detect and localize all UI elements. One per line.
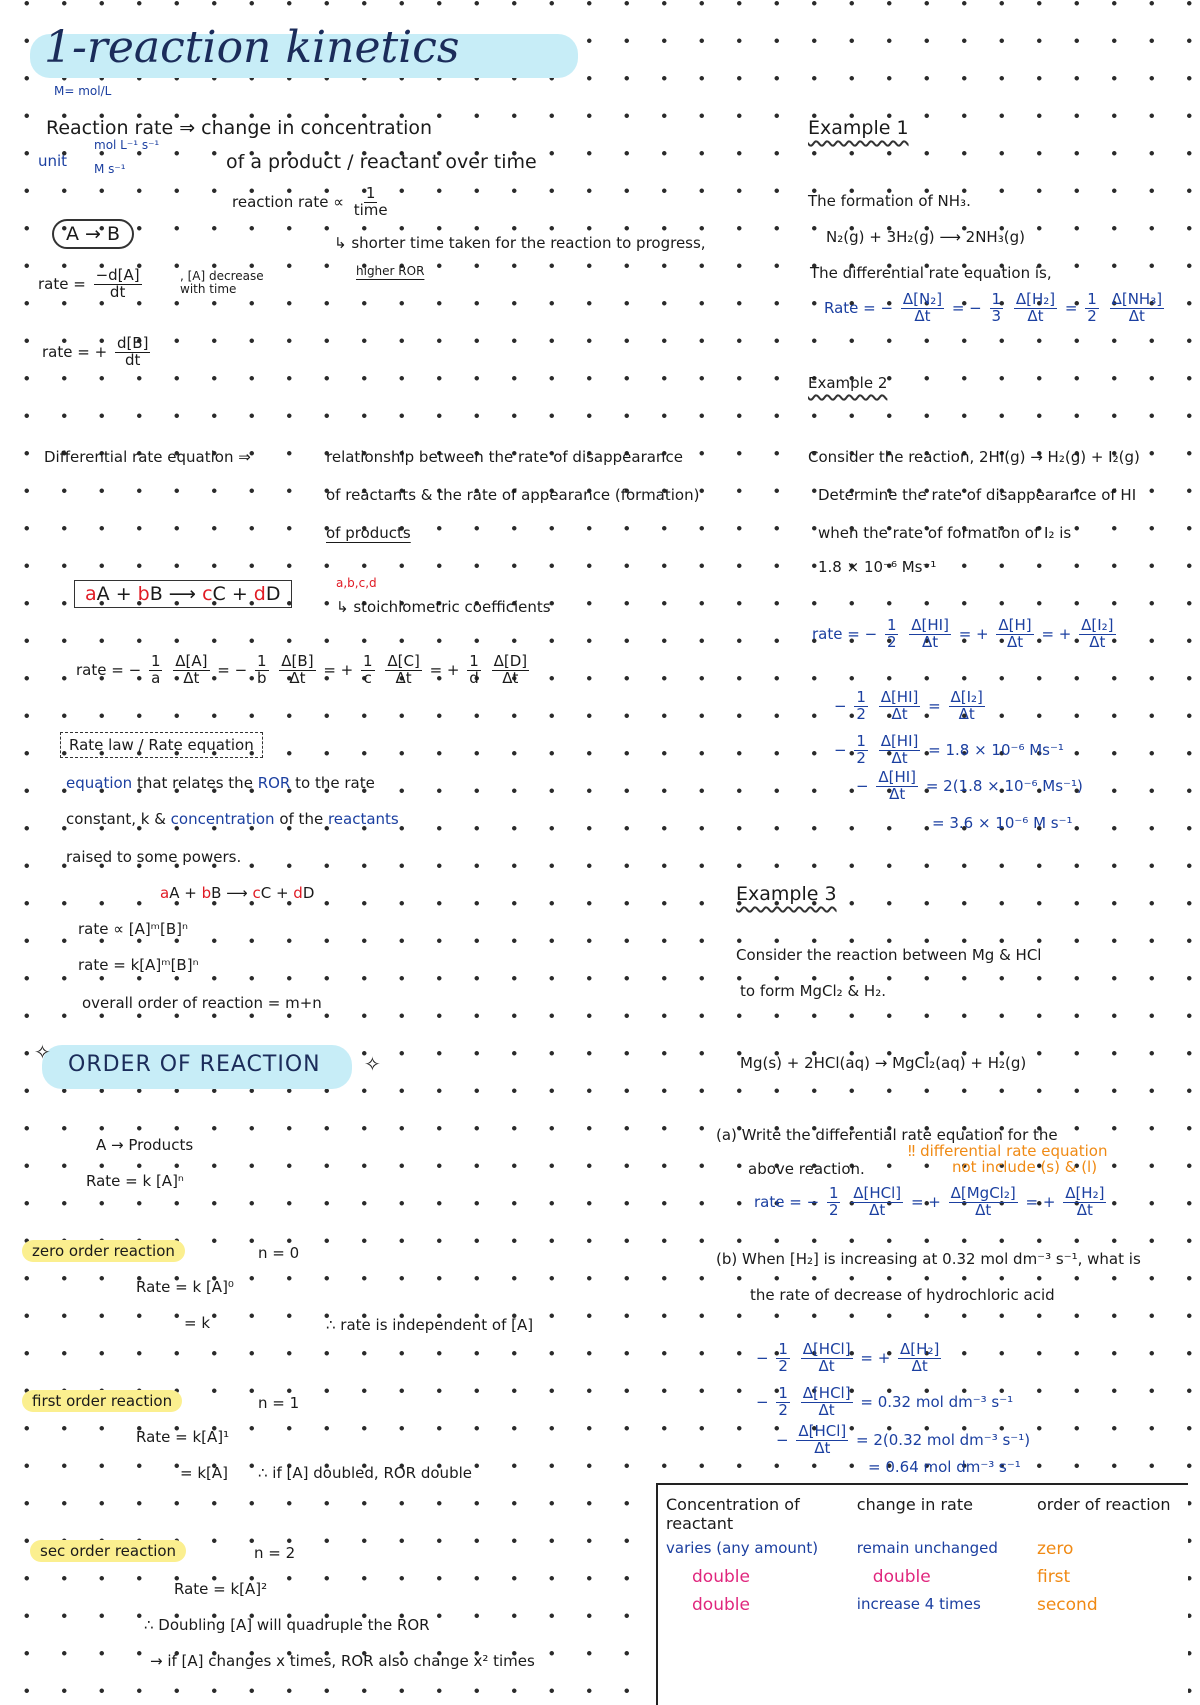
example3-line2: to form MgCl₂ & H₂. [740, 982, 886, 1000]
general-order-eq: A → Products [96, 1136, 194, 1154]
warning-icon: ‼ [908, 1142, 916, 1160]
table-header: change in rate [856, 1495, 973, 1514]
table-header: Concentration of reactant [666, 1495, 800, 1533]
coef-letters: a,b,c,d [336, 576, 377, 590]
example3-question-b: (b) When [H₂] is increasing at 0.32 mol dm⁻³ s⁻¹, what is [716, 1250, 1141, 1268]
diff-line2: of reactants & the rate of appearance (formation) [326, 486, 700, 504]
example3-work1: − $\frac{1}{2}$ $\frac{\text{Δ[HCl]}}{\Delta t}$ = + $\frac{\text{Δ[H₂]}}{\Delta t}$ [756, 1340, 940, 1375]
unit-note: M= mol/L [54, 84, 112, 98]
rate-law-box: Rate law / Rate equation [60, 736, 263, 754]
example2-rate: rate = − $\frac{1}{2}$ $\frac{\Delta[HI]}{\Delta t}$ = + $\frac{\Delta[H]}{\Delta t}$ = + $\frac{\text{Δ[I₂]}}{\Delta t}$ [812, 616, 1114, 651]
second-order-rate1: Rate = k[A]² [174, 1580, 268, 1598]
example3-question-b2: the rate of decrease of hydrochloric acid [750, 1286, 1055, 1304]
differential-rate-label: Differential rate equation ⇒ [44, 448, 251, 466]
example1-title: Example 1 [808, 117, 909, 139]
rate-a-expression: rate = $\frac{-d[A]}{dt}$ [38, 266, 140, 301]
rate-law-line1: equation that relates the ROR to the rate [66, 774, 375, 792]
first-order-note: ∴ if [A] doubled, ROR double [258, 1464, 472, 1482]
first-order-label: first order reaction [22, 1392, 182, 1410]
example1-equation: N₂(g) + 3H₂(g) ⟶ 2NH₃(g) [826, 228, 1025, 246]
table-row [658, 1563, 1188, 1591]
page-title: 1-reaction kinetics [44, 22, 460, 73]
table-cell: double [692, 1595, 750, 1615]
overall-order: overall order of reaction = m+n [82, 994, 322, 1012]
reaction-rate-label: Reaction rate ⇒ change in concentration [46, 117, 433, 139]
table-header-row [658, 1485, 1188, 1535]
rate-a-note: , [A] decrease with time [180, 269, 264, 297]
example2-work3: − $\frac{\Delta[HI]}{\Delta t}$ = 2(1.8 × 10⁻⁶ Ms⁻¹) [856, 768, 1083, 803]
rate-law-equation: aA + bB ⟶ cC + dD [160, 884, 315, 902]
general-order-rate: Rate = k [A]ⁿ [86, 1172, 184, 1190]
first-order-rate2: = k[A] [180, 1464, 228, 1482]
example3-note: ‼ differential rate equation not include (s) & (l) [908, 1142, 1108, 1176]
example2-work2: − $\frac{1}{2}$ $\frac{\Delta[HI]}{\Delta t}$ = 1.8 × 10⁻⁶ Ms⁻¹ [834, 732, 1064, 767]
reaction-a-to-b: A → B [52, 224, 134, 246]
table-row [658, 1591, 1188, 1619]
rate-proportional-law: rate ∝ [A]ᵐ[B]ⁿ [78, 920, 189, 938]
summary-table [658, 1485, 1188, 1619]
rate-law-expression: rate = k[A]ᵐ[B]ⁿ [78, 956, 199, 974]
rate-definition-line2: of a product / reactant over time [226, 151, 537, 173]
table-cell: remain unchanged [856, 1539, 998, 1557]
example2-line1: Consider the reaction, 2HI(g) → H₂(g) + I₂(g) [808, 448, 1140, 466]
second-order-note2: → if [A] changes x times, ROR also change x² times [150, 1652, 535, 1670]
rate-law-line3: raised to some powers. [66, 848, 242, 866]
shorter-time-note: ↳ shorter time taken for the reaction to progress, [334, 234, 706, 252]
zero-order-rate2: = k [184, 1314, 211, 1332]
example2-line4: 1.8 × 10⁻⁶ Ms⁻¹ [818, 558, 937, 576]
first-order-rate1: Rate = k[A]¹ [136, 1428, 230, 1446]
unit-block: unit mol L⁻¹ s⁻¹ M s⁻¹ [38, 138, 160, 176]
second-order-n: n = 2 [254, 1544, 296, 1562]
example3-work3: − $\frac{\text{Δ[HCl]}}{\Delta t}$ = 2(0.32 mol dm⁻³ s⁻¹) [776, 1422, 1031, 1457]
example3-question-a: (a) Write the differential rate equation for the [716, 1126, 1058, 1144]
table-cell: varies (any amount) [666, 1539, 819, 1557]
rate-law-line2: constant, k & concentration of the reactants [66, 810, 399, 828]
example3-line1: Consider the reaction between Mg & HCl [736, 946, 1042, 964]
rate-b-expression: rate = + $\frac{d[B]}{dt}$ [42, 334, 149, 369]
example3-title: Example 3 [736, 883, 837, 905]
example3-question-a2: above reaction. [748, 1160, 865, 1178]
example1-rate: Rate = − $\frac{\text{Δ[N₂]}}{\Delta t}$ = − $\frac{1}{3}$ $\frac{\text{Δ[H₂]}}{\Delta t}$ = $\frac{1}{2}$ $\frac{\text{Δ[NH₃]}}{\Delta t}$ [824, 290, 1163, 325]
higher-ror-note: higher ROR [356, 264, 425, 278]
summary-table-box [656, 1483, 1188, 1705]
rate-definition-line1: change in concentration [201, 117, 433, 139]
rate-proportional: reaction rate ∝ $\frac{1}{\text{time}}$ [232, 184, 388, 219]
zero-order-note: ∴ rate is independent of [A] [326, 1316, 534, 1334]
table-cell: increase 4 times [856, 1595, 981, 1613]
sparkle-left-icon: ✧ [34, 1040, 51, 1064]
order-heading: ORDER OF REACTION [68, 1052, 321, 1077]
example1-line1: The formation of NH₃. [808, 192, 971, 210]
first-order-n: n = 1 [258, 1394, 300, 1412]
example3-rate: rate = − $\frac{1}{2}$ $\frac{\text{Δ[HCl]}}{\Delta t}$ = + $\frac{\text{Δ[MgCl₂]}}{\Delta t}$ = + $\frac{\text{Δ[H₂]}}{\Delta t}$ [754, 1184, 1105, 1219]
example3-answer: = 0.64 mol dm⁻³ s⁻¹ [868, 1458, 1021, 1476]
example2-answer: = 3.6 × 10⁻⁶ M s⁻¹ [932, 814, 1073, 832]
zero-order-n: n = 0 [258, 1244, 300, 1262]
table-cell: second [1036, 1595, 1098, 1615]
zero-order-label: zero order reaction [22, 1242, 185, 1260]
example1-line2: The differential rate equation is, [810, 264, 1052, 282]
table-cell: zero [1036, 1539, 1074, 1559]
example2-line2: Determine the rate of disappearance of HI [818, 486, 1137, 504]
table-cell: double [692, 1567, 750, 1587]
sparkle-right-icon: ✧ [364, 1052, 381, 1076]
unit-b: M s⁻¹ [94, 162, 126, 176]
example3-equation: Mg(s) + 2HCl(aq) → MgCl₂(aq) + H₂(g) [740, 1054, 1027, 1072]
example3-work2: − $\frac{1}{2}$ $\frac{\text{Δ[HCl]}}{\Delta t}$ = 0.32 mol dm⁻³ s⁻¹ [756, 1384, 1014, 1419]
example2-title: Example 2 [808, 374, 888, 392]
example2-work1: − $\frac{1}{2}$ $\frac{\Delta[HI]}{\Delta t}$ = $\frac{\text{Δ[I₂]}}{\Delta t}$ [834, 688, 983, 723]
table-header: order of reaction [1036, 1495, 1171, 1514]
diff-line1: relationship between the rate of disappearance [326, 448, 683, 466]
second-order-label: sec order reaction [30, 1542, 186, 1560]
second-order-note1: ∴ Doubling [A] will quadruple the ROR [144, 1616, 430, 1634]
general-rate-equation: rate = − $\frac{1}{a}$ $\frac{\Delta[A]}{\Delta t}$ = − $\frac{1}{b}$ $\frac{\Delta[B]}{\Delta t}$ = + $\frac{1}{c}$ $\frac{\Delta[C]}{\Delta t}$ = + $\frac{1}{d}$ $\frac{\Delta[D]}{\Delta t}$ [76, 652, 528, 687]
coef-note: ↳ stoichiometric coefficients [336, 598, 551, 616]
diff-line3: of products [326, 524, 411, 542]
table-cell: double [872, 1567, 931, 1587]
example2-line3: when the rate of formation of I₂ is [818, 524, 1072, 542]
table-cell: first [1036, 1567, 1071, 1587]
zero-order-rate1: Rate = k [A]⁰ [136, 1278, 234, 1296]
general-equation-box: aA + bB ⟶ cC + dD [74, 584, 292, 606]
table-row [658, 1535, 1188, 1563]
unit-a: mol L⁻¹ s⁻¹ [94, 138, 160, 152]
